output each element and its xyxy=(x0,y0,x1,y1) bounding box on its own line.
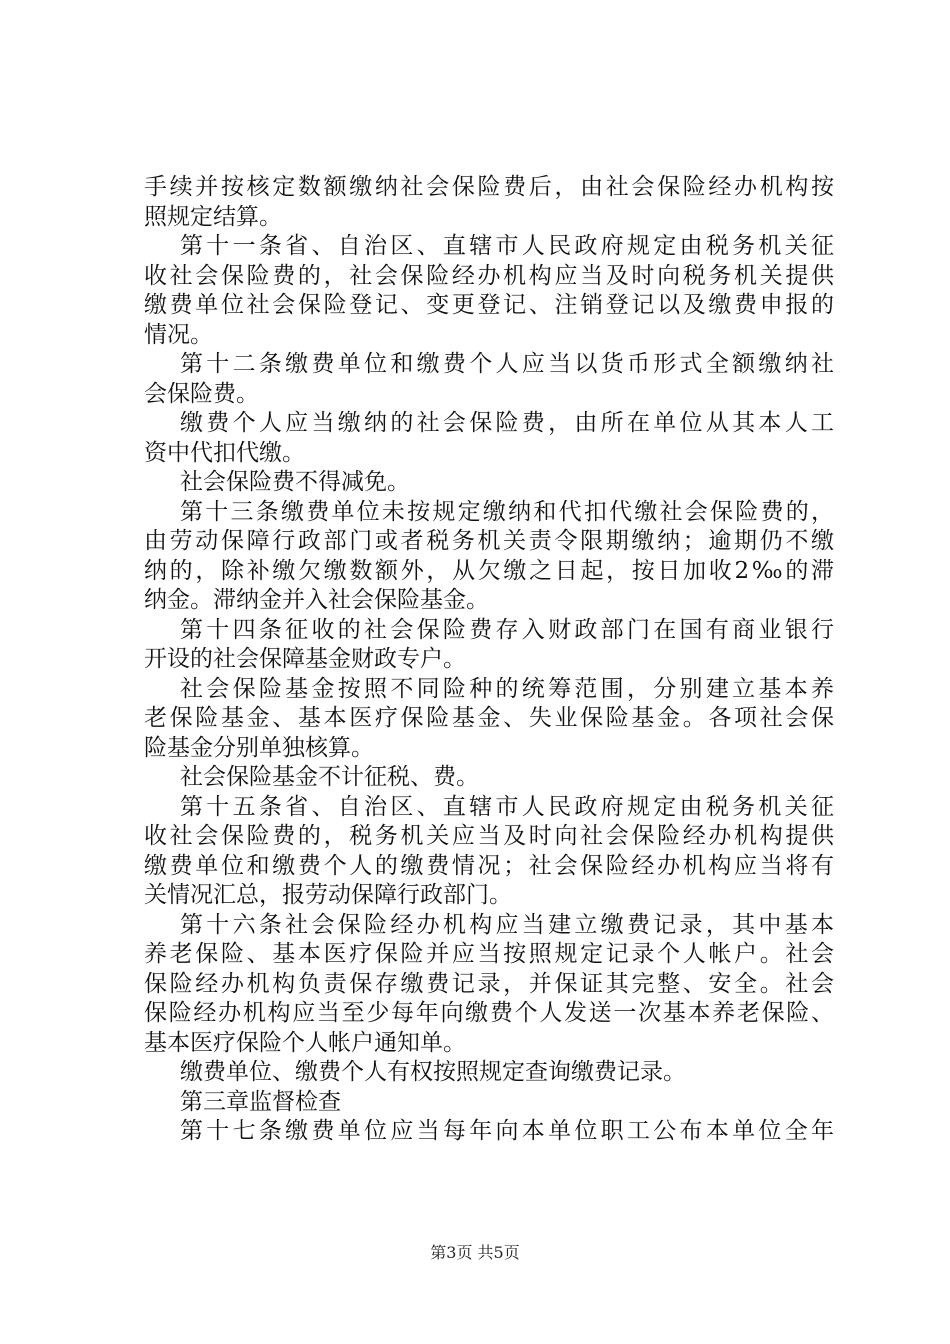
text-line: 保险经办机构应当至少每年向缴费个人发送一次基本养老保险、 xyxy=(144,1000,834,1026)
text-line: 第十四条征收的社会保险费存入财政部门在国有商业银行 xyxy=(180,616,834,643)
text-line: 社会保险基金按照不同险种的统筹范围，分别建立基本养 xyxy=(180,675,834,702)
text-line: 收社会保险费的，税务机关应当及时向社会保险经办机构提供 xyxy=(144,823,834,849)
text-line: 养老保险、基本医疗保险并应当按照规定记录个人帐户。社会 xyxy=(144,941,834,967)
text-line: 手续并按核定数额缴纳社会保险费后，由社会保险经办机构按 xyxy=(144,174,834,200)
text-line: 第十五条省、自治区、直辖市人民政府规定由税务机关征 xyxy=(180,793,834,820)
text-line: 基本医疗保险个人帐户通知单。 xyxy=(144,1029,466,1056)
text-line: 保险经办机构负责保存缴费记录，并保证其完整、安全。社会 xyxy=(144,970,834,997)
text-line: 由劳动保障行政部门或者税务机关责令限期缴纳；逾期仍不缴 xyxy=(144,528,834,554)
text-line: 情况。 xyxy=(144,321,213,348)
text-line: 关情况汇总，报劳动保障行政部门。 xyxy=(144,882,512,908)
page-footer: 第3页 共5页 xyxy=(430,1243,520,1262)
text-line: 会保险费。 xyxy=(144,380,259,407)
text-line: 社会保险费不得减免。 xyxy=(180,469,410,495)
text-line: 资中代扣代缴。 xyxy=(144,439,305,466)
text-line: 第十三条缴费单位未按规定缴纳和代扣代缴社会保险费的， xyxy=(180,498,834,525)
text-line: 第十七条缴费单位应当每年向本单位职工公布本单位全年 xyxy=(180,1118,834,1144)
text-line: 缴费单位社会保险登记、变更登记、注销登记以及缴费申报的 xyxy=(144,292,834,318)
text-line: 纳的，除补缴欠缴数额外，从欠缴之日起，按日加收2‰的滞 xyxy=(144,557,834,584)
text-line: 第三章监督检查 xyxy=(180,1088,341,1115)
text-line: 缴费单位、缴费个人有权按照规定查询缴费记录。 xyxy=(180,1059,686,1085)
text-line: 险基金分别单独核算。 xyxy=(144,734,374,761)
document-body xyxy=(144,173,834,1147)
text-line: 收社会保险费的，社会保险经办机构应当及时向税务机关提供 xyxy=(144,262,834,289)
text-line: 第十一条省、自治区、直辖市人民政府规定由税务机关征 xyxy=(180,233,834,259)
text-line: 老保险基金、基本医疗保险基金、失业保险基金。各项社会保 xyxy=(144,705,834,731)
text-line: 照规定结算。 xyxy=(144,203,282,230)
text-line: 开设的社会保障基金财政专户。 xyxy=(144,646,466,672)
text-line: 纳金。滞纳金并入社会保险基金。 xyxy=(144,587,489,613)
text-line: 社会保险基金不计征税、费。 xyxy=(180,764,479,790)
text-line: 缴费个人应当缴纳的社会保险费，由所在单位从其本人工 xyxy=(180,410,834,436)
text-line: 第十二条缴费单位和缴费个人应当以货币形式全额缴纳社 xyxy=(180,351,834,377)
text-line: 第十六条社会保险经办机构应当建立缴费记录，其中基本 xyxy=(180,911,834,938)
text-line: 缴费单位和缴费个人的缴费情况；社会保险经办机构应当将有 xyxy=(144,852,834,879)
